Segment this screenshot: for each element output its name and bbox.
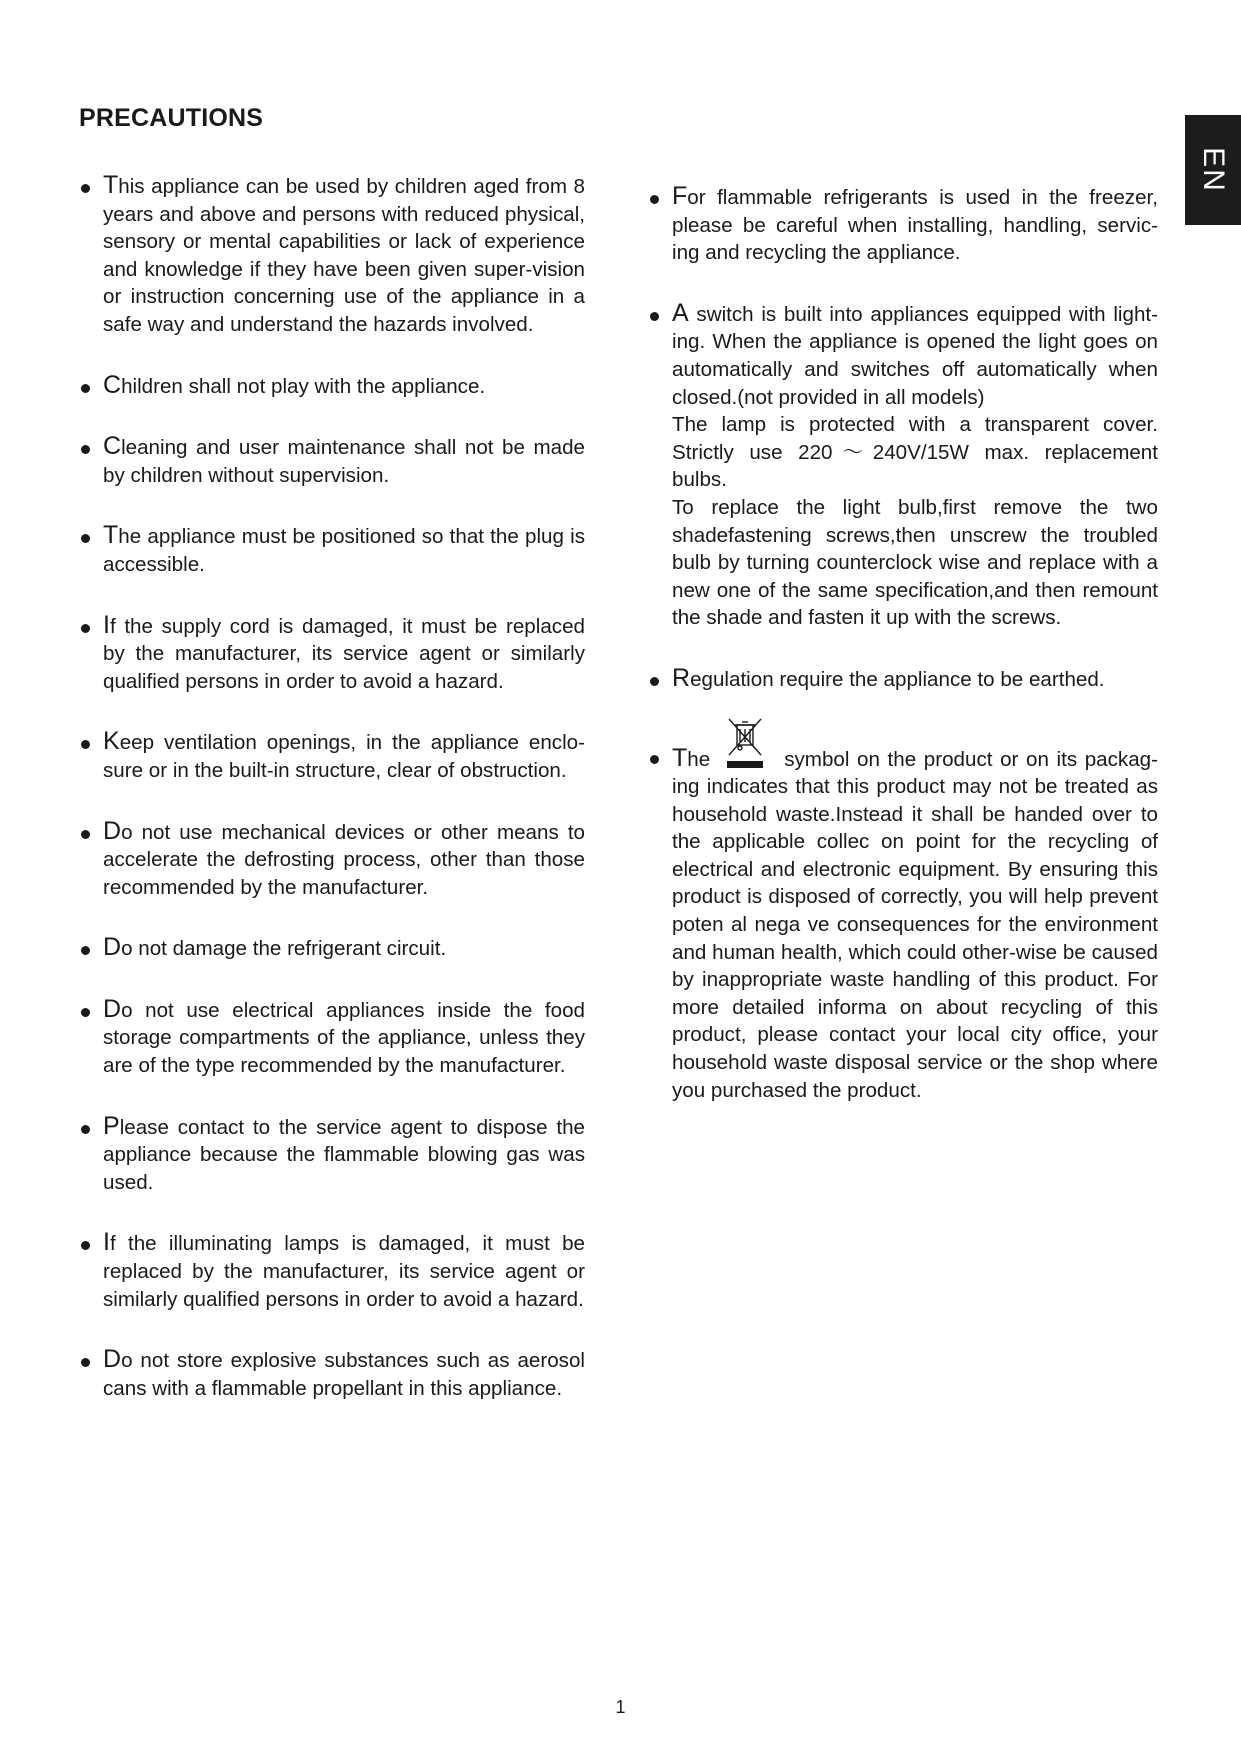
list-item: Keep ventilation openings, in the appliance enclo-sure or in the built-in structure, clear of obstruction. [78, 729, 585, 784]
list-item: Do not store explosive substances such as aerosol cans with a flammable propellant in this appliance. [78, 1347, 585, 1402]
list-item: If the illuminating lamps is damaged, it must be replaced by the manufacturer, its service agent or similarly qualified persons in order to avoid a hazard. [78, 1230, 585, 1313]
bullet-icon [81, 184, 90, 193]
bullet-icon [650, 677, 659, 686]
list-item: Cleaning and user maintenance shall not be made by children without supervision. [78, 434, 585, 489]
list-item: Do not use electrical appliances inside the food storage compartments of the appliance, unless they are of the type recommended by the manufacturer. [78, 997, 585, 1080]
bullet-icon [650, 312, 659, 321]
crossed-out-wheelie-bin-icon [720, 744, 770, 771]
bullet-icon [81, 534, 90, 543]
list-item: Regulation require the appliance to be earthed. [647, 666, 1158, 694]
bullet-icon [81, 946, 90, 955]
bullet-icon [81, 1358, 90, 1367]
bullet-icon [81, 624, 90, 633]
left-column [78, 173, 585, 1402]
list-item: If the supply cord is damaged, it must be replaced by the manufacturer, its service agent or similarly qualified persons in order to avoid a hazard. [78, 613, 585, 696]
list-item: Do not damage the refrigerant circuit. [78, 935, 585, 963]
bullet-icon [650, 755, 659, 764]
bullet-icon [81, 1008, 90, 1017]
bullet-icon [81, 740, 90, 749]
right-column [647, 184, 1158, 1104]
list-item: For flammable refrigerants is used in the freezer, please be careful when installing, handling, servic-ing and recycling the appliance. [647, 184, 1158, 267]
list-item: The appliance must be positioned so that the plug is accessible. [78, 523, 585, 578]
list-item: Do not use mechanical devices or other means to accelerate the defrosting process, other than those recommended by the manufacturer. [78, 819, 585, 902]
list-item: A switch is built into appliances equipped with light-ing. When the appliance is opened the light goes on automatically and switches off automatically when closed.(not provided in all models) The lamp is protected with a transparent cover. Strictly use 220～240V/15W max. replacement bulbs. To replace the light bulb,first remove the two shadefastening screws,then unscrew the troubled bulb by turning counterclock wise and replace with a new one of the same specification,and then remount the shade and fasten it up with the screws. [647, 301, 1158, 632]
language-tab [1185, 115, 1241, 225]
bullet-icon [81, 1241, 90, 1250]
list-item: The symbol on the product or on its packag-ing indicates that this product may not be treated as household waste.Instead it shall be handed over to the applicable collec on point for the recycling of electrical and electronic equipment. By ensuring this product is disposed of correctly, you will help prevent poten al nega ve consequences for the environment and human health, which could other-wise be caused by inappropriate waste handling of this product. For more detailed informa on about recycling of this product, please contact your local city office, your household waste disposal service or the shop where you purchased the product. [647, 744, 1158, 1105]
bullet-icon [81, 1125, 90, 1134]
list-item: Please contact to the service agent to dispose the appliance because the flammable blowing gas was used. [78, 1114, 585, 1197]
replace-bulb-paragraph: To replace the light bulb,first remove the two shadefastening screws,then unscrew the troubled bulb by turning counterclock wise and replace with a new one of the same specification,and then remount the shade and fasten it up with the screws. [672, 495, 1158, 630]
bullet-icon [81, 384, 90, 393]
language-tab-label: EN [1197, 147, 1230, 193]
list-item: This appliance can be used by children aged from 8 years and above and persons with reduced physical, sensory or mental capabilities or lack of experience and knowledge if they have been given super-vision or instruction concerning use of the appliance in a safe way and understand the hazards involved. [78, 173, 585, 339]
bullet-icon [81, 445, 90, 454]
bullet-icon [81, 830, 90, 839]
page-number: 1 [615, 1697, 626, 1717]
lamp-paragraph: The lamp is protected with a transparent cover. Strictly use 220～240V/15W max. replacement bulbs. [672, 413, 1158, 492]
list-item: Children shall not play with the appliance. [78, 373, 585, 401]
page-title: PRECAUTIONS [79, 104, 264, 132]
bullet-icon [650, 195, 659, 204]
